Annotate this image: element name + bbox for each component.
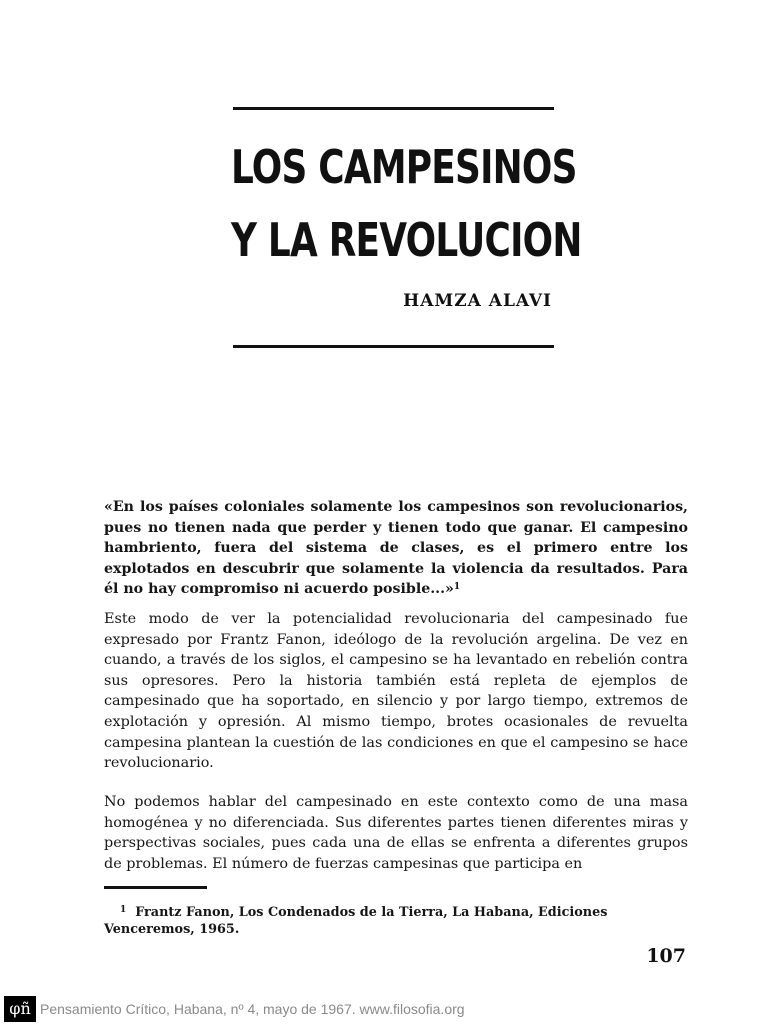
- title-line-1: LOS CAMPESINOS: [231, 140, 577, 194]
- title-top-rule: [233, 107, 554, 110]
- source-citation-link[interactable]: Pensamiento Crítico, Habana, nº 4, mayo de 1967. www.filosofia.org: [40, 1001, 465, 1017]
- page-number: 107: [646, 945, 686, 967]
- body-paragraph-2: No podemos hablar del campesinado en este contexto como de una masa homogénea y no diferenciada. Sus diferentes partes tienen diferentes miras y perspectivas sociales, pues cada una de ellas se enfrenta a diferentes grupos de problemas. El número de fuerzas campesinas que participa en: [104, 794, 688, 872]
- footnote-text: Frantz Fanon, Los Condenados de la Tierra, La Habana, Ediciones Venceremos, 1965.: [104, 905, 608, 937]
- footnote-reference: 1: [453, 582, 461, 593]
- epigraph-quote: [104, 497, 688, 600]
- source-bar: [0, 994, 768, 1024]
- epigraph-text: «En los países coloniales solamente los campesinos son revolucionarios, pues no tienen nada que perder y tienen todo que ganar. El campesino hambriento, fuera del sistema de clases, es el primero entre los explotados en descubrir que solamente la violencia da resultados. Para él no hay compromiso ni acuerdo posible...»: [104, 499, 688, 598]
- footnote: [104, 904, 688, 938]
- filosofia-logo-icon[interactable]: φñ: [4, 996, 36, 1022]
- title-line-2: Y LA REVOLUCION: [231, 213, 582, 267]
- footnote-separator: [104, 886, 207, 889]
- author-name: HAMZA ALAVI: [403, 291, 552, 311]
- body-paragraph-1: Este modo de ver la potencialidad revolucionaria del campesinado fue expresado por Frantz Fanon, ideólogo de la revolución argelina. De vez en cuando, a través de los siglos, el campesino se ha levantado en rebelión contra sus opresores. Pero la historia también está repleta de ejemplos de campesinado que ha soportado, en silencio y por largo tiempo, extremos de explotación y opresión. Al mismo tiempo, brotes ocasionales de revuelta campesina plantean la cuestión de las condiciones en que el campesino se hace revolucionario.: [104, 611, 688, 772]
- footnote-number: 1: [120, 905, 127, 915]
- title-bottom-rule: [233, 345, 554, 348]
